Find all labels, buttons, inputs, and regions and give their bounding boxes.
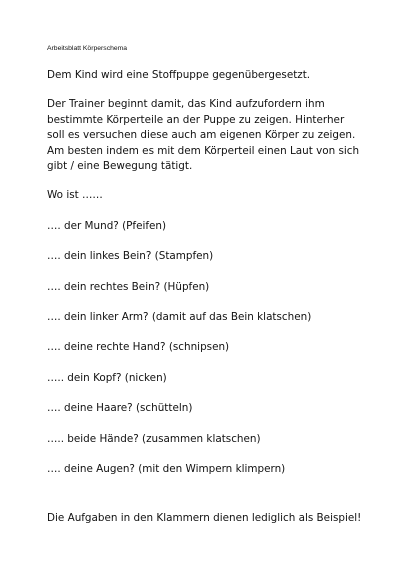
question-item: …. deine Haare? (schütteln) — [47, 402, 193, 415]
question-item: …. dein linkes Bein? (Stampfen) — [47, 250, 214, 263]
spacer — [47, 478, 369, 511]
question-item: ….. beide Hände? (zusammen klatschen) — [47, 432, 261, 445]
spacer — [47, 356, 369, 371]
spacer — [47, 204, 369, 219]
spacer — [47, 295, 369, 310]
worksheet-header: Arbeitsblatt Körperschema — [47, 45, 128, 52]
intro-sentence: Dem Kind wird eine Stoffpuppe gegenübergesetzt. — [47, 69, 311, 81]
question-item: ….. dein Kopf? (nicken) — [47, 371, 167, 384]
spacer — [47, 386, 369, 401]
question-item: …. deine Augen? (mit den Wimpern klimpern) — [47, 463, 286, 476]
spacer — [47, 83, 369, 97]
instruction-line: gibt / eine Bewegung tätigt. — [47, 160, 193, 173]
question-item: …. deine rechte Hand? (schnipsen) — [47, 341, 230, 354]
prompt-line: Wo ist …… — [47, 189, 103, 202]
instruction-paragraph — [47, 97, 369, 174]
question-item: …. dein rechtes Bein? (Hüpfen) — [47, 280, 210, 293]
footer-note: Die Aufgaben in den Klammern dienen lediglich als Beispiel! — [47, 511, 362, 524]
instruction-line: bestimmte Körperteile an der Puppe zu zeigen. Hinterher — [47, 113, 345, 126]
instruction-line: soll es versuchen diese auch am eigenen Körper zu zeigen. — [47, 129, 356, 142]
spacer — [47, 234, 369, 249]
spacer — [47, 417, 369, 432]
question-item: …. der Mund? (Pfeifen) — [47, 219, 167, 232]
spacer — [47, 174, 369, 188]
spacer — [47, 265, 369, 280]
instruction-line: Am besten indem es mit dem Körperteil einen Laut von sich — [47, 144, 360, 157]
spacer — [47, 447, 369, 462]
instruction-line: Der Trainer beginnt damit, das Kind aufzufordern ihm — [47, 98, 325, 111]
question-item: …. dein linker Arm? (damit auf das Bein klatschen) — [47, 311, 312, 324]
worksheet-content — [47, 68, 369, 526]
spacer — [47, 325, 369, 340]
